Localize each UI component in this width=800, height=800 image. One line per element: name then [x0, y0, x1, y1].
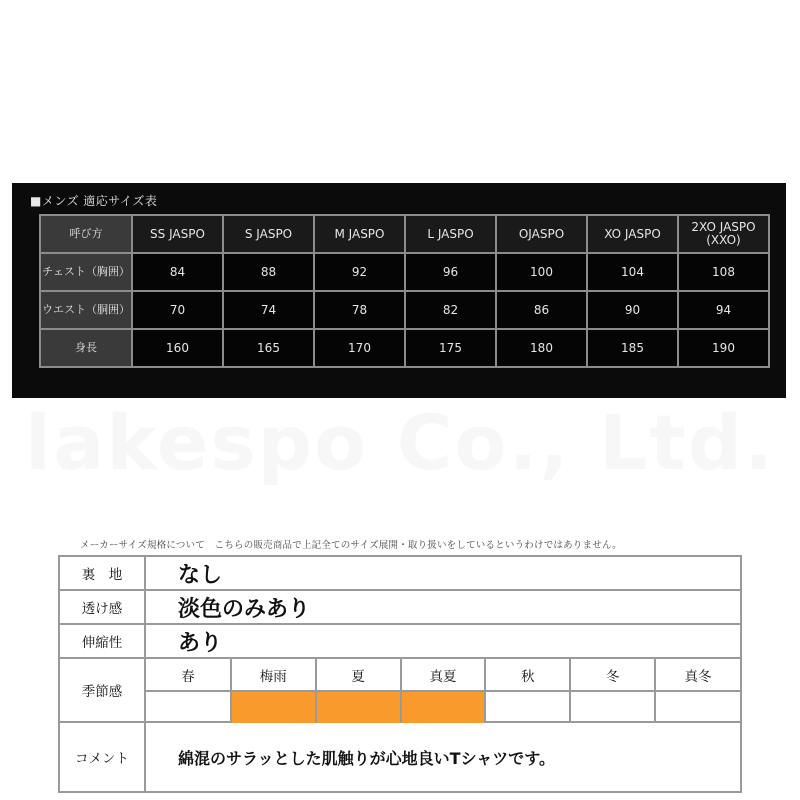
size-value: 94 — [678, 291, 769, 329]
comment-row — [60, 723, 740, 791]
sheer-row — [60, 591, 740, 625]
season-mark — [655, 691, 740, 723]
size-value: 88 — [223, 253, 314, 291]
stretch-row — [60, 625, 740, 659]
size-row-label: ウエスト（胴囲） — [40, 291, 132, 329]
size-value: 90 — [587, 291, 678, 329]
size-name: L JASPO — [405, 215, 496, 253]
size-row-height — [40, 329, 769, 367]
size-name: XO JASPO — [587, 215, 678, 253]
size-value: 78 — [314, 291, 405, 329]
size-name: S JASPO — [223, 215, 314, 253]
sheer-label: 透け感 — [60, 591, 146, 623]
season-mark — [401, 691, 486, 723]
size-name: M JASPO — [314, 215, 405, 253]
size-row-label: チェスト（胸囲） — [40, 253, 132, 291]
season-name: 冬 — [570, 659, 655, 691]
size-name: OJASPO — [496, 215, 587, 253]
sheer-value: 淡色のみあり — [178, 596, 311, 622]
lining-label: 裏 地 — [60, 557, 146, 589]
season-mark — [316, 691, 401, 723]
stretch-label: 伸縮性 — [60, 625, 146, 657]
season-name: 秋 — [485, 659, 570, 691]
size-row-chest — [40, 253, 769, 291]
comment-value: 綿混のサラッとした肌触りが心地良いTシャツです。 — [178, 748, 555, 768]
size-value: 104 — [587, 253, 678, 291]
lining-row — [60, 557, 740, 591]
stretch-value: あり — [178, 630, 223, 656]
season-grid — [146, 659, 740, 723]
season-name: 春 — [146, 659, 231, 691]
size-value: 100 — [496, 253, 587, 291]
size-value: 96 — [405, 253, 496, 291]
season-mark — [570, 691, 655, 723]
size-value: 190 — [678, 329, 769, 367]
size-chart-table — [39, 214, 770, 368]
season-mark — [231, 691, 316, 723]
size-header-label: 呼び方 — [40, 215, 132, 253]
size-value: 175 — [405, 329, 496, 367]
season-row — [60, 659, 740, 723]
size-name: 2XO JASPO (XXO) — [678, 215, 769, 253]
size-value: 70 — [132, 291, 223, 329]
season-label: 季節感 — [60, 659, 146, 721]
comment-label: コメント — [60, 723, 146, 791]
watermark: lakespo Co., Ltd. — [25, 398, 775, 487]
size-name: SS JASPO — [132, 215, 223, 253]
size-value: 165 — [223, 329, 314, 367]
size-value: 82 — [405, 291, 496, 329]
size-value: 74 — [223, 291, 314, 329]
size-value: 180 — [496, 329, 587, 367]
size-value: 160 — [132, 329, 223, 367]
season-name: 梅雨 — [231, 659, 316, 691]
season-name: 真冬 — [655, 659, 740, 691]
size-value: 108 — [678, 253, 769, 291]
size-value: 86 — [496, 291, 587, 329]
size-note: メーカーサイズ規格について こちらの販売商品で上記全てのサイズ展開・取り扱いをしているというわけではありません。 — [80, 540, 622, 551]
lining-value: なし — [178, 562, 223, 588]
season-name: 真夏 — [401, 659, 486, 691]
size-chart-title: ■メンズ 適応サイズ表 — [30, 194, 158, 208]
season-name: 夏 — [316, 659, 401, 691]
size-value: 92 — [314, 253, 405, 291]
size-value: 185 — [587, 329, 678, 367]
season-mark — [485, 691, 570, 723]
size-row-label: 身長 — [40, 329, 132, 367]
size-header-row — [40, 215, 769, 253]
size-value: 84 — [132, 253, 223, 291]
attribute-table — [58, 555, 742, 793]
size-value: 170 — [314, 329, 405, 367]
season-mark — [146, 691, 231, 723]
size-row-waist — [40, 291, 769, 329]
size-chart-panel — [12, 183, 786, 398]
